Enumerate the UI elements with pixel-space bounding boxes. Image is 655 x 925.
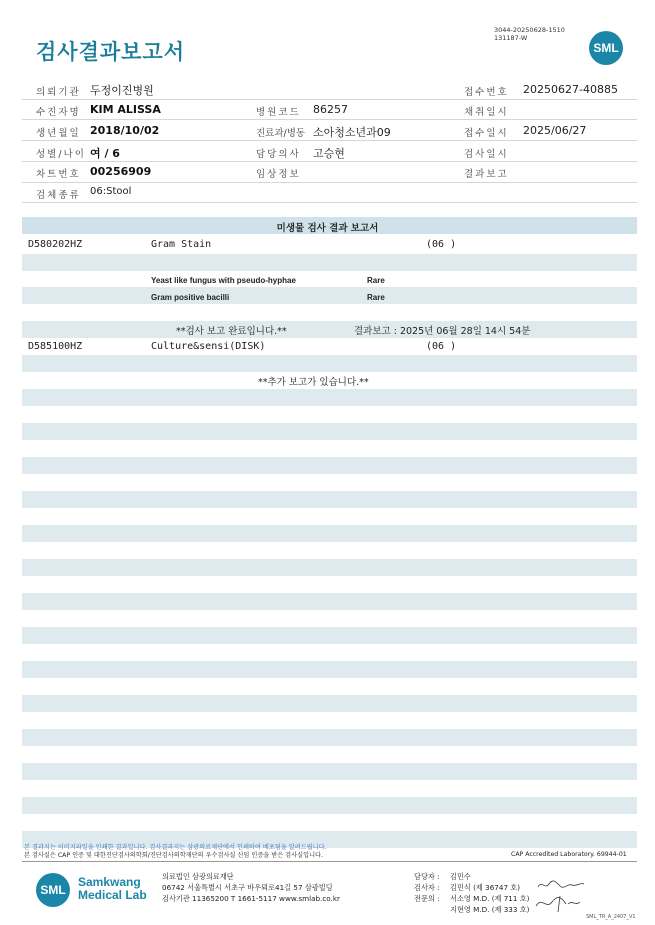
specialist-signature-icon (532, 892, 582, 914)
specialist-label: 전문의 : (414, 894, 440, 903)
chart-no-value: 00256909 (90, 165, 152, 178)
sex-age-value: 여 / 6 (90, 147, 120, 160)
finding2-name: Gram positive bacilli (151, 293, 230, 302)
result-band (22, 389, 637, 406)
specimen-value: 06:Stool (90, 186, 132, 197)
specimen-label: 검체종류 (36, 190, 81, 201)
institution-value: 두정이진병원 (90, 84, 154, 97)
tester-label: 검사자 : (414, 883, 440, 892)
brand-line1: Samkwang (78, 875, 141, 889)
test2-specimen: (06 ) (426, 341, 457, 352)
examinee-label: 수진자명 (36, 107, 81, 118)
dept-label: 진료과/병동 (256, 128, 306, 139)
result-band (22, 321, 637, 338)
test2-name: Culture&sensi(DISK) (151, 341, 266, 352)
document-id-line2: 131187-W (494, 34, 528, 42)
result-band (22, 797, 637, 814)
report-label: 결과보고 (464, 169, 509, 180)
document-id (494, 26, 565, 42)
reception-date-value: 2025/06/27 (523, 124, 587, 137)
cap-accreditation: CAP Accredited Laboratory. 69944-01 (511, 851, 627, 858)
result-band (22, 491, 637, 508)
divider (22, 140, 637, 141)
section-title: 미생물 검사 결과 보고서 (276, 223, 379, 234)
hospital-code-label: 병원코드 (256, 107, 301, 118)
result-band (22, 593, 637, 610)
divider (22, 161, 637, 162)
footer-note-image: 본 결과지는 이미지파일을 인쇄한 결과입니다. 검사결과지는 삼광의료재단에서 인쇄하여 배포됨을 알려드립니다. (24, 844, 327, 851)
result-band (22, 254, 637, 271)
reception-date-label: 접수일시 (464, 128, 509, 139)
dept-value: 소아청소년과09 (313, 126, 391, 139)
specialist-name-1: 서소영 M.D. (제 711 호) (450, 894, 530, 903)
result-band (22, 729, 637, 746)
test1-specimen: (06 ) (426, 239, 457, 250)
brand-name (78, 876, 147, 902)
result-band (22, 661, 637, 678)
test-date-label: 검사일시 (464, 149, 509, 160)
divider (22, 202, 637, 203)
birth-value: 2018/10/02 (90, 124, 160, 137)
footer-divider (22, 861, 637, 862)
examinee-value: KIM ALISSA (90, 103, 161, 116)
result-band (22, 763, 637, 780)
result-band (22, 287, 637, 304)
report-complete-text: **검사 보고 완료입니다.** (176, 326, 287, 337)
result-band (22, 355, 637, 372)
hospital-code-value: 86257 (313, 103, 348, 116)
result-band (22, 525, 637, 542)
result-band (22, 423, 637, 440)
tester-name: 김민식 (제 36747 호) (450, 883, 521, 892)
footer-note-accreditation: 본 검사실은 CAP 인증 및 대한진단검사의학회/진단검사의학재단의 우수검사실 신임 인증을 받은 검사실입니다. (24, 852, 323, 859)
lab-contact: 검사기관 11365200 T 1661-5117 www.smlab.co.kr (162, 894, 340, 903)
institution-label: 의뢰기관 (36, 87, 81, 98)
chart-no-label: 차트번호 (36, 169, 81, 180)
collection-date-label: 채취일시 (464, 107, 509, 118)
birth-label: 생년월일 (36, 128, 81, 139)
lab-address: 06742 서울특별시 서초구 바우뫼로41길 57 삼광빌딩 (162, 883, 333, 892)
divider (22, 99, 637, 100)
finding2-value: Rare (367, 293, 385, 302)
test1-name: Gram Stain (151, 239, 212, 250)
divider (22, 182, 637, 183)
finding1-name: Yeast like fungus with pseudo-hyphae (151, 276, 296, 285)
result-band (22, 695, 637, 712)
form-code: SML_TR_A_2407_V1 (586, 914, 636, 920)
finding1-value: Rare (367, 276, 385, 285)
doctor-value: 고승현 (313, 147, 345, 160)
test1-code: D580202HZ (28, 239, 83, 250)
reception-no-value: 20250627-40885 (523, 83, 618, 96)
report-time-text: 결과보고 : 2025년 06월 28일 14시 54분 (354, 326, 531, 337)
staff-name: 김민수 (450, 872, 471, 881)
brand-line2: Medical Lab (78, 888, 147, 902)
divider (22, 119, 637, 120)
result-band (22, 457, 637, 474)
tester-signature-icon (536, 878, 586, 892)
sml-logo-icon: SML (36, 873, 70, 907)
doctor-label: 담당의사 (256, 149, 301, 160)
test2-code: D585100HZ (28, 341, 83, 352)
reception-no-label: 접수번호 (464, 87, 509, 98)
page-title: 검사결과보고서 (36, 40, 186, 64)
staff-label: 담당자 : (414, 872, 440, 881)
document-id-line1: 3044-20250628-1510 (494, 26, 565, 34)
sml-logo-icon: SML (589, 31, 623, 65)
sex-age-label: 성별/나이 (36, 149, 86, 160)
result-band (22, 559, 637, 576)
foundation-name: 의료법인 삼광의료재단 (162, 872, 234, 881)
specialist-name-2: 지현영 M.D. (제 333 호) (450, 905, 530, 914)
additional-report-text: **추가 보고가 있습니다.** (258, 377, 369, 388)
clinical-info-label: 임상정보 (256, 169, 301, 180)
result-band (22, 627, 637, 644)
